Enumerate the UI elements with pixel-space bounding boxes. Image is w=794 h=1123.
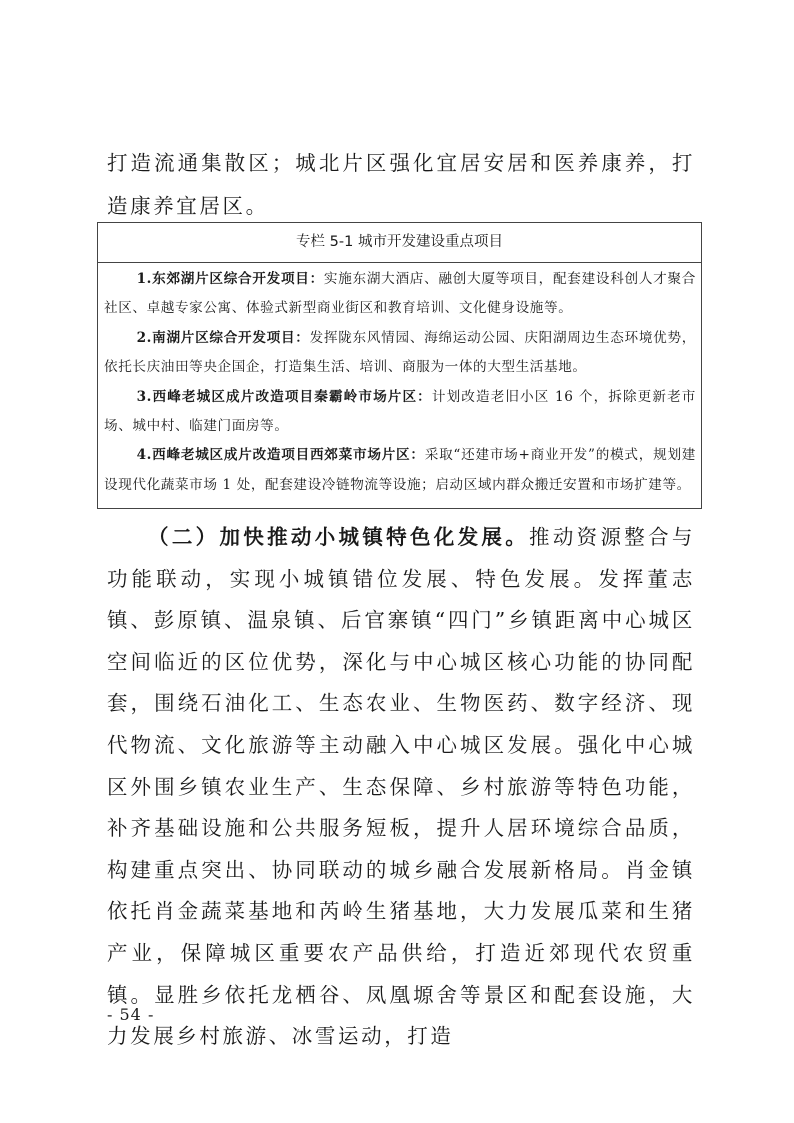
- box-item: [104, 265, 696, 324]
- box-title: 专栏 5-1 城市开发建设重点项目: [98, 223, 701, 263]
- box-body: [98, 263, 701, 500]
- box-item-label: 4.西峰老城区成片改造项目西郊菜市场片区：: [136, 447, 425, 464]
- box-item-label: 3.西峰老城区成片改造项目秦霸岭市场片区：: [136, 388, 432, 405]
- box-item-text: 计划改造老旧小区 16 个，拆除更新老市场、城中村、临建门面房等。: [104, 388, 696, 435]
- box-item-label: 1.东郊湖片区综合开发项目：: [136, 271, 324, 287]
- box-item-label: 2.南湖片区综合开发项目：: [136, 329, 310, 346]
- box-item: [104, 324, 696, 383]
- section-heading: （二）加快推动小城镇特色化发展。: [148, 525, 530, 549]
- box-item: [104, 441, 696, 500]
- intro-paragraph: 打造流通集散区；城北片区强化宜居安居和医养康养，打造康养宜居区。: [107, 151, 695, 218]
- box-item: [104, 383, 696, 442]
- box-item-text: 实施东湖大酒店、融创大厦等项目，配套建设科创人才聚合社区、卓越专家公寓、体验式新型商业街区和教育培训、文化健身设施等。: [104, 271, 696, 317]
- section-paragraph: [107, 517, 695, 1058]
- box-item-text: 发挥陇东风情园、海绵运动公园、庆阳湖周边生态环境优势，依托长庆油田等央企国企，打造集生活、培训、商服为一体的大型生活基地。: [104, 329, 696, 376]
- box-item-text: 采取“还建市场+商业开发”的模式，规划建设现代化蔬菜市场 1 处，配套建设冷链物流等设施；启动区域内群众搬迁安置和市场扩建等。: [104, 447, 696, 493]
- page-number: - 54 -: [107, 1005, 155, 1024]
- section-body: 推动资源整合与功能联动，实现小城镇错位发展、特色发展。发挥董志镇、彭原镇、温泉镇、后官寨镇“四门”乡镇距离中心城区空间临近的区位优势，深化与中心城区核心功能的协同配套，围绕石油化工、生态农业、生物医药、数字经济、现代物流、文化旅游等主动融入中心城区发展。强化中心城区外围乡镇农业生产、生态保障、乡村旅游等特色功能，补齐基础设施和公共服务短板，提升人居环境综合品质，构建重点突出、协同联动的城乡融合发展新格局。肖金镇依托肖金蔬菜基地和芮岭生猪基地，大力发展瓜菜和生猪产业，保障城区重要农产品供给，打造近郊现代农贸重镇。显胜乡依托龙栖谷、凤凰塬舍等景区和配套设施，大力发展乡村旅游、冰雪运动，打造: [107, 525, 695, 1049]
- project-box: [97, 222, 702, 509]
